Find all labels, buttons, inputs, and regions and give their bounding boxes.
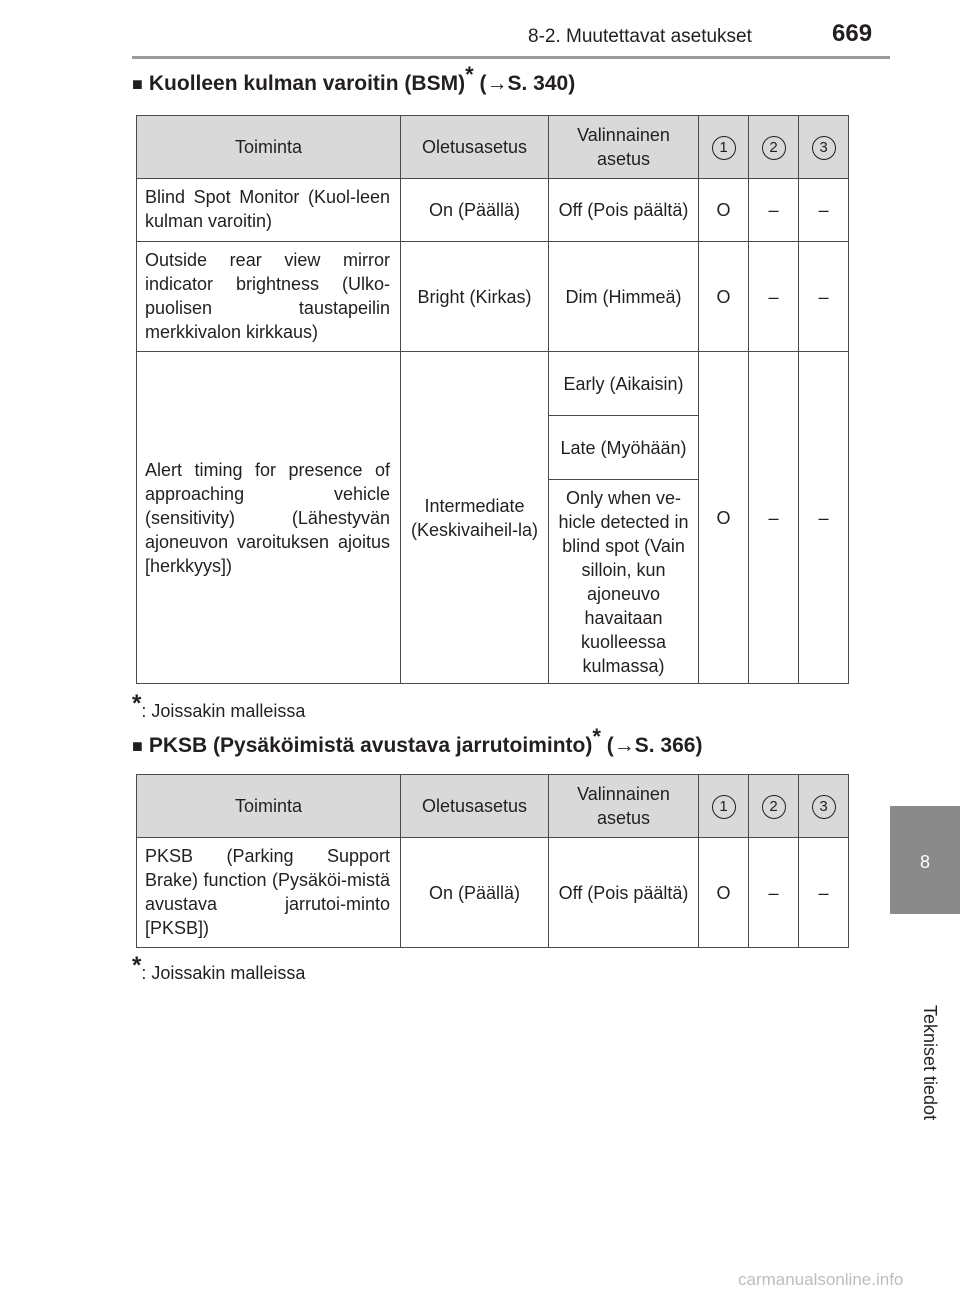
asterisk-icon: *: [132, 690, 142, 717]
col-header-1: [699, 116, 749, 179]
table-row: [137, 179, 849, 242]
circled-3-icon: 3: [812, 136, 836, 160]
col-header-1: [699, 775, 749, 838]
section-heading-bsm: [132, 62, 576, 96]
circled-2-icon: 2: [762, 795, 786, 819]
square-bullet-icon: ■: [132, 736, 143, 756]
option-cell: Only when ve-hicle detected in blind spot (Vain silloin, kun ajoneuvo havaitaan kuolleessa kulmassa): [549, 480, 699, 684]
table-row: [137, 242, 849, 352]
col1-cell: O: [699, 838, 749, 948]
page-reference: (→S. 340): [479, 72, 576, 95]
col2-cell: –: [749, 838, 799, 948]
col-header-3: [799, 775, 849, 838]
col-header-3: [799, 116, 849, 179]
col-header-function: Toiminta: [137, 116, 401, 179]
heading-text: Kuolleen kulman varoitin (BSM): [148, 72, 466, 95]
col1-cell: O: [699, 352, 749, 684]
col-header-2: [749, 116, 799, 179]
default-cell: Intermediate (Keskivaiheil-la): [401, 352, 549, 684]
settings-table-bsm: [136, 115, 849, 684]
col3-cell: –: [799, 838, 849, 948]
circled-2-icon: 2: [762, 136, 786, 160]
page-reference: (→S. 366): [606, 734, 703, 757]
asterisk-icon: *: [465, 62, 474, 87]
circled-1-icon: 1: [712, 136, 736, 160]
asterisk-icon: *: [132, 952, 142, 979]
default-cell: On (Päällä): [401, 179, 549, 242]
option-cell: Dim (Himmeä): [549, 242, 699, 352]
circled-3-icon: 3: [812, 795, 836, 819]
col2-cell: –: [749, 179, 799, 242]
table-row: [137, 352, 849, 416]
header-divider: [132, 56, 890, 59]
footnote: [132, 952, 306, 986]
col3-cell: –: [799, 352, 849, 684]
heading-text: PKSB (Pysäköimistä avustava jarrutoiminto): [148, 734, 593, 757]
table-header-row: [137, 775, 849, 838]
default-cell: Bright (Kirkas): [401, 242, 549, 352]
option-cell: Off (Pois päältä): [549, 179, 699, 242]
section-title: 8-2. Muutettavat asetukset: [528, 26, 752, 47]
function-cell: PKSB (Parking Support Brake) function (Pysäköi-mistä avustava jarrutoi-minto [PKSB]): [137, 838, 401, 948]
col-header-default: Oletusasetus: [401, 775, 549, 838]
function-cell: Outside rear view mirror indicator brightness (Ulko-puolisen taustapeilin merkkivalon kirkkaus): [137, 242, 401, 352]
footnote-text: : Joissakin malleissa: [141, 701, 306, 721]
chapter-tab: [890, 806, 960, 914]
option-cell: Off (Pois päältä): [549, 838, 699, 948]
page-number: 669: [832, 20, 873, 47]
option-cell: Early (Aikaisin): [549, 352, 699, 416]
col-header-function: Toiminta: [137, 775, 401, 838]
col3-cell: –: [799, 242, 849, 352]
col3-cell: –: [799, 179, 849, 242]
default-cell: On (Päällä): [401, 838, 549, 948]
col2-cell: –: [749, 352, 799, 684]
function-cell: Alert timing for presence of approaching vehicle (sensitivity) (Lähestyvän ajoneuvon varoituksen ajoitus [herkkyys]): [137, 352, 401, 684]
option-cell: Late (Myöhään): [549, 416, 699, 480]
col1-cell: O: [699, 242, 749, 352]
section-heading-pksb: [132, 724, 703, 758]
square-bullet-icon: ■: [132, 74, 143, 94]
col-header-2: [749, 775, 799, 838]
settings-table-pksb: [136, 774, 849, 948]
col-header-default: Oletusasetus: [401, 116, 549, 179]
col2-cell: –: [749, 242, 799, 352]
footnote-text: : Joissakin malleissa: [141, 963, 306, 983]
table-header-row: [137, 116, 849, 179]
table-row: [137, 838, 849, 948]
function-cell: Blind Spot Monitor (Kuol-leen kulman varoitin): [137, 179, 401, 242]
asterisk-icon: *: [592, 724, 601, 749]
chapter-number: 8: [919, 852, 930, 872]
circled-1-icon: 1: [712, 795, 736, 819]
col-header-optional: Valinnainen asetus: [549, 116, 699, 179]
watermark: carmanualsonline.info: [738, 1270, 904, 1289]
chapter-label: Tekniset tiedot: [920, 1005, 940, 1121]
col1-cell: O: [699, 179, 749, 242]
col-header-optional: Valinnainen asetus: [549, 775, 699, 838]
footnote: [132, 690, 306, 724]
